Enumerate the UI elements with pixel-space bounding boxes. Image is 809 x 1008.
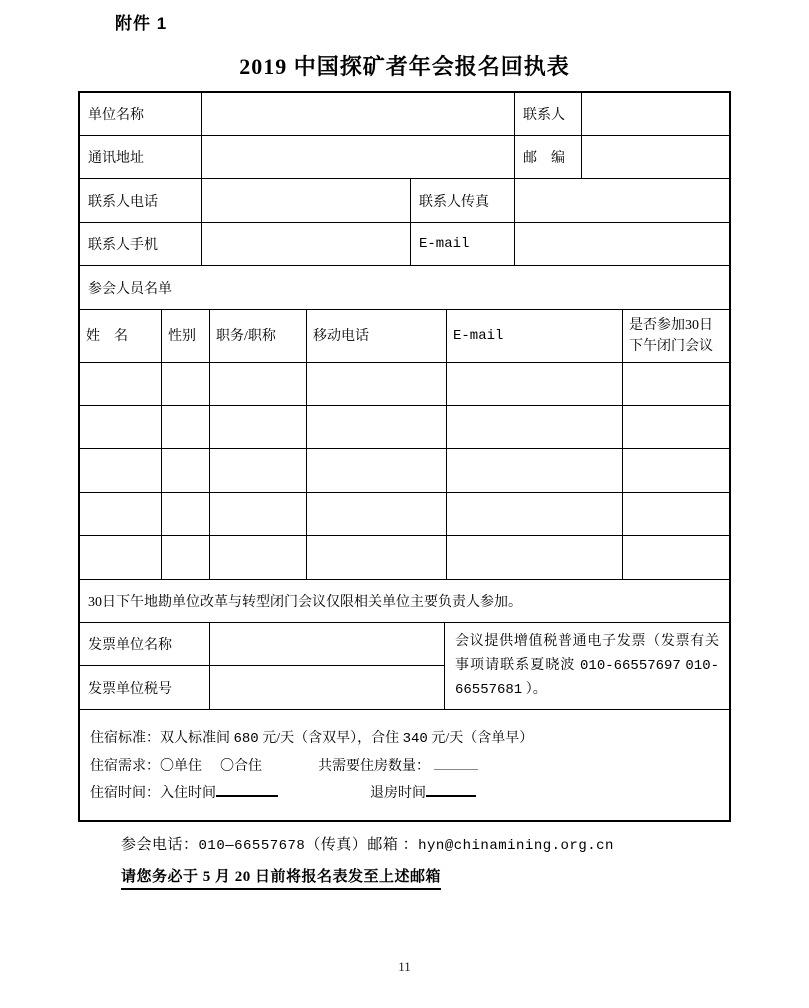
- address-field[interactable]: [202, 136, 515, 179]
- header-position: 职务/职称: [210, 310, 307, 363]
- room-count-label: 共需要住房数量：: [318, 759, 430, 774]
- attendee-header-row: [80, 310, 729, 363]
- radio-shared-room[interactable]: 〇合住: [220, 759, 262, 774]
- invoice-note-cell: [445, 623, 729, 709]
- invoice-phone-2: 010-66557681: [455, 658, 720, 698]
- attendee-position-cell[interactable]: [210, 406, 307, 449]
- row-mobile: [80, 223, 729, 266]
- attendee-gender-cell[interactable]: [162, 536, 210, 580]
- header-closed-meeting: 是否参加30日下午闭门会议: [623, 310, 729, 363]
- invoice-section: [80, 623, 729, 710]
- invoice-name-label: 发票单位名称: [80, 623, 210, 666]
- attendee-row: [80, 493, 729, 536]
- attendee-gender-cell[interactable]: [162, 493, 210, 536]
- postcode-field[interactable]: [582, 136, 729, 179]
- contact-person-field[interactable]: [582, 93, 729, 136]
- contact-fax-label: 联系人传真: [411, 179, 515, 223]
- attendee-meeting-cell[interactable]: [623, 493, 729, 536]
- attendee-name-cell[interactable]: [80, 449, 162, 493]
- header-name: 姓 名: [80, 310, 162, 363]
- invoice-note-text: [455, 630, 719, 702]
- invoice-phone-1: 010-66557697: [580, 658, 681, 674]
- accommodation-standard-line: [90, 725, 719, 753]
- checkout-time-blank[interactable]: [426, 782, 476, 797]
- accommodation-standard-suffix: 元/天（含单早）: [427, 731, 534, 746]
- attendee-email-cell[interactable]: [447, 536, 623, 580]
- accommodation-time-label: 住宿时间：: [90, 786, 160, 801]
- attendee-name-cell[interactable]: [80, 493, 162, 536]
- invoice-name-field[interactable]: [210, 623, 445, 666]
- header-email: E-mail: [447, 310, 623, 363]
- invoice-tax-field[interactable]: [210, 666, 445, 709]
- attendee-position-cell[interactable]: [210, 449, 307, 493]
- row-unit-name: [80, 93, 729, 136]
- attendee-gender-cell[interactable]: [162, 449, 210, 493]
- footer-contact-line: [121, 833, 614, 854]
- contact-phone-prefix: 参会电话：: [121, 837, 199, 853]
- conference-phone: 010—66557678: [198, 838, 306, 854]
- attendee-list-label: 参会人员名单: [80, 266, 729, 310]
- checkin-time-blank[interactable]: [216, 782, 278, 797]
- email-label: E-mail: [411, 223, 515, 266]
- contact-phone-label: 联系人电话: [80, 179, 202, 223]
- shared-room-price: 340: [402, 731, 428, 747]
- accommodation-cell: [80, 710, 729, 820]
- closed-meeting-note: 30日下午地勘单位改革与转型闭门会议仅限相关单位主要负责人参加。: [80, 580, 729, 623]
- attendee-mobile-cell[interactable]: [307, 449, 447, 493]
- footer-deadline-line: [121, 865, 441, 886]
- attendee-meeting-cell[interactable]: [623, 449, 729, 493]
- attendee-name-cell[interactable]: [80, 536, 162, 580]
- attendee-mobile-cell[interactable]: [307, 493, 447, 536]
- attendee-mobile-cell[interactable]: [307, 536, 447, 580]
- attendee-name-cell[interactable]: [80, 363, 162, 406]
- header-mobile: 移动电话: [307, 310, 447, 363]
- row-invoice-tax: [80, 666, 445, 709]
- attendee-email-cell[interactable]: [447, 493, 623, 536]
- invoice-left-block: [80, 623, 445, 709]
- attendee-meeting-cell[interactable]: [623, 406, 729, 449]
- conference-email: hyn@chinamining.org.cn: [418, 838, 614, 854]
- page-title: 2019 中国探矿者年会报名回执表: [239, 54, 570, 79]
- attendee-position-cell[interactable]: [210, 536, 307, 580]
- attendee-mobile-cell[interactable]: [307, 363, 447, 406]
- attendee-row: [80, 406, 729, 449]
- attendee-row: [80, 449, 729, 493]
- invoice-note-part1: 会议提供增值税普通电子发票（发票有关事项请联系夏晓波: [455, 634, 719, 673]
- accommodation-section: [80, 710, 729, 820]
- email-field[interactable]: [515, 223, 729, 266]
- attendee-email-cell[interactable]: [447, 363, 623, 406]
- checkin-label: 入住时间: [160, 786, 216, 801]
- unit-name-label: 单位名称: [80, 93, 202, 136]
- attendee-meeting-cell[interactable]: [623, 363, 729, 406]
- double-room-price: 680: [233, 731, 259, 747]
- attendee-name-cell[interactable]: [80, 406, 162, 449]
- contact-person-label: 联系人: [515, 93, 582, 136]
- room-count-blank[interactable]: [434, 755, 478, 770]
- row-phone: [80, 179, 729, 223]
- row-closed-meeting-note: [80, 580, 729, 623]
- row-invoice-name: [80, 623, 445, 666]
- accommodation-time-line: [90, 780, 719, 807]
- attendee-meeting-cell[interactable]: [623, 536, 729, 580]
- attendee-position-cell[interactable]: [210, 493, 307, 536]
- invoice-note-part2: ）。: [522, 682, 547, 697]
- radio-single-room[interactable]: 〇单住: [160, 759, 202, 774]
- attendee-row: [80, 363, 729, 406]
- accommodation-standard-mid: 元/天（含双早），合住: [258, 731, 403, 746]
- contact-mid-text: （传真）邮箱 ：: [305, 837, 419, 853]
- deadline-note: 请您务必于 5 月 20 日前将报名表发至上述邮箱: [121, 869, 441, 890]
- contact-mobile-field[interactable]: [202, 223, 411, 266]
- page-number: 11: [398, 959, 411, 974]
- attendee-mobile-cell[interactable]: [307, 406, 447, 449]
- attendee-email-cell[interactable]: [447, 449, 623, 493]
- registration-form-table: [78, 91, 731, 822]
- row-attendee-section: [80, 266, 729, 310]
- contact-phone-field[interactable]: [202, 179, 411, 223]
- unit-name-field[interactable]: [202, 93, 515, 136]
- attendee-gender-cell[interactable]: [162, 406, 210, 449]
- header-gender: 性别: [162, 310, 210, 363]
- postcode-label: 邮 编: [515, 136, 582, 179]
- accommodation-need-label: 住宿需求：: [90, 759, 160, 774]
- accommodation-need-line: [90, 753, 719, 780]
- contact-fax-field[interactable]: [515, 179, 729, 223]
- attachment-label: 附件 1: [115, 14, 168, 33]
- attendee-gender-cell[interactable]: [162, 363, 210, 406]
- accommodation-standard-prefix: 住宿标准：双人标准间: [90, 731, 234, 746]
- invoice-tax-label: 发票单位税号: [80, 666, 210, 709]
- attendee-email-cell[interactable]: [447, 406, 623, 449]
- attendee-position-cell[interactable]: [210, 363, 307, 406]
- row-address: [80, 136, 729, 179]
- address-label: 通讯地址: [80, 136, 202, 179]
- attendee-row: [80, 536, 729, 580]
- contact-mobile-label: 联系人手机: [80, 223, 202, 266]
- checkout-label: 退房时间: [370, 786, 426, 801]
